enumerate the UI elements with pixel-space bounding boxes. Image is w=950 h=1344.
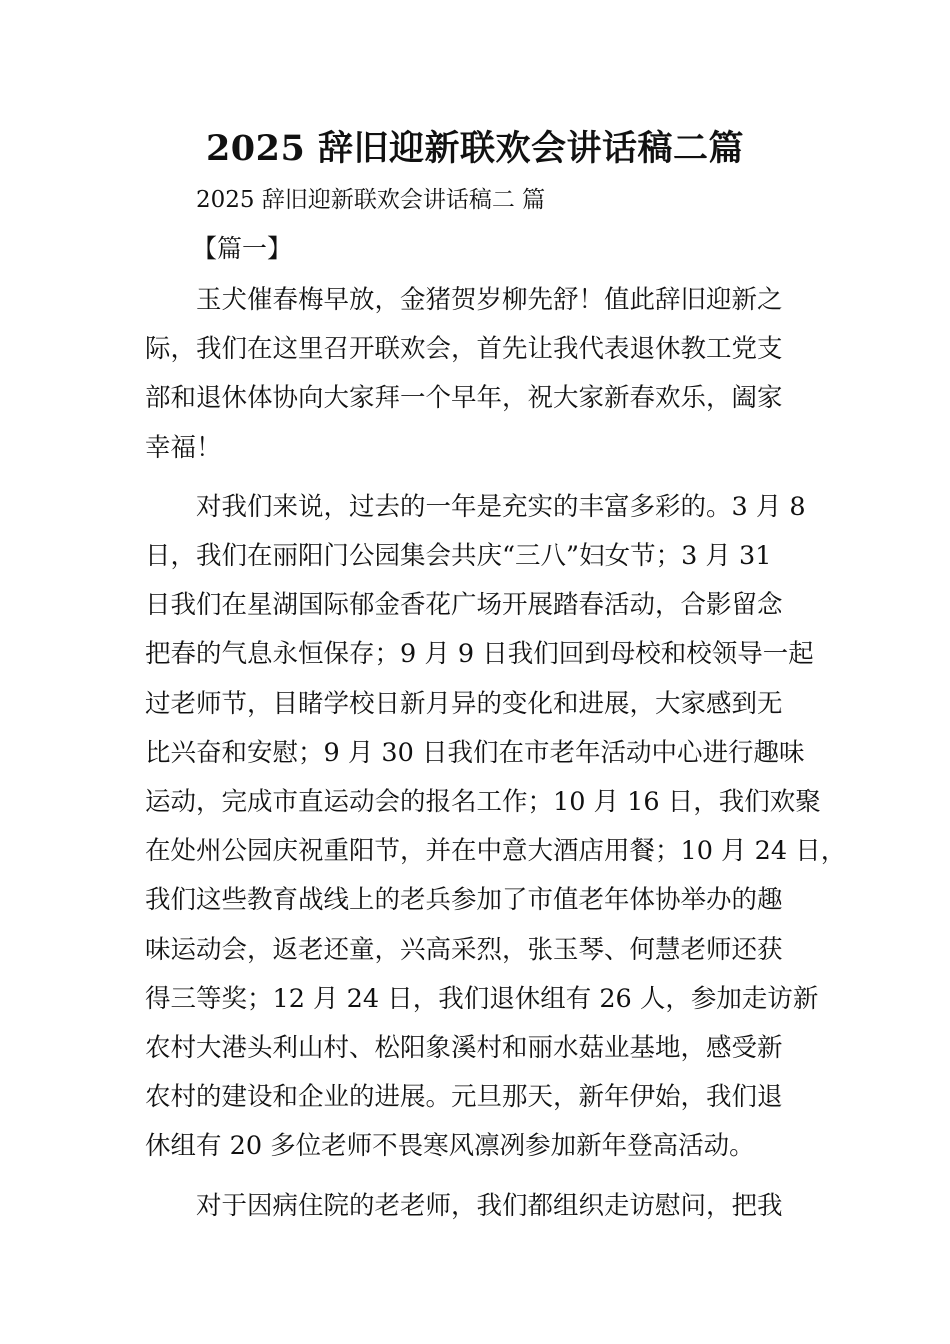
paragraph-line: 休组有 20 多位老师不畏寒风凛冽参加新年登高活动。 (145, 1131, 755, 1162)
paragraph-line: 过老师节，目睹学校日新月异的变化和进展，大家感到无 (145, 688, 783, 719)
paragraph-line: 把春的气息永恒保存；9 月 9 日我们回到母校和校领导一起 (145, 639, 814, 670)
paragraph-line: 对于因病住院的老老师，我们都组织走访慰问，把我 (196, 1190, 783, 1221)
paragraph-line: 得三等奖；12 月 24 日，我们退休组有 26 人，参加走访新 (145, 983, 819, 1014)
paragraph-line: 味运动会，返老还童，兴高采烈，张玉琴、何慧老师还获 (145, 934, 783, 965)
paragraph-line: 际，我们在这里召开联欢会，首先让我代表退休教工党支 (145, 334, 783, 365)
paragraph-line: 运动，完成市直运动会的报名工作；10 月 16 日，我们欢聚 (145, 787, 821, 818)
paragraph-line: 幸福！ (145, 432, 222, 463)
document-body (145, 276, 847, 1231)
paragraph-line: 日我们在星湖国际郁金香花广场开展踏春活动，合影留念 (145, 590, 783, 621)
document-subtitle: 2025 辞旧迎新联欢会讲话稿二 篇 (196, 187, 546, 213)
body-paragraph (145, 483, 847, 1172)
paragraph-line: 在处州公园庆祝重阳节，并在中意大酒店用餐；10 月 24 日， (145, 836, 847, 867)
paragraph-line: 农村的建设和企业的进展。元旦那天，新年伊始，我们退 (145, 1082, 783, 1113)
body-paragraph (145, 276, 820, 473)
paragraph-line: 日，我们在丽阳门公园集会共庆“三八”妇女节；3 月 31 (145, 541, 772, 572)
paragraph-line: 对我们来说，过去的一年是充实的丰富多彩的。3 月 8 (196, 491, 806, 522)
paragraph-line: 玉犬催春梅早放，金猪贺岁柳先舒！值此辞旧迎新之 (196, 285, 783, 315)
section-label: 【篇一】 (192, 234, 293, 263)
paragraph-line: 部和退休体协向大家拜一个早年，祝大家新春欢乐，阖家 (145, 383, 783, 414)
body-paragraph (145, 1182, 820, 1231)
paragraph-line: 比兴奋和安慰；9 月 30 日我们在市老年活动中心进行趣味 (145, 737, 805, 768)
document-title: 2025 辞旧迎新联欢会讲话稿二篇 (205, 128, 745, 169)
paragraph-line: 我们这些教育战线上的老兵参加了市值老年体协举办的趣 (145, 885, 783, 916)
paragraph-line: 农村大港头利山村、松阳象溪村和丽水菇业基地，感受新 (145, 1033, 783, 1064)
